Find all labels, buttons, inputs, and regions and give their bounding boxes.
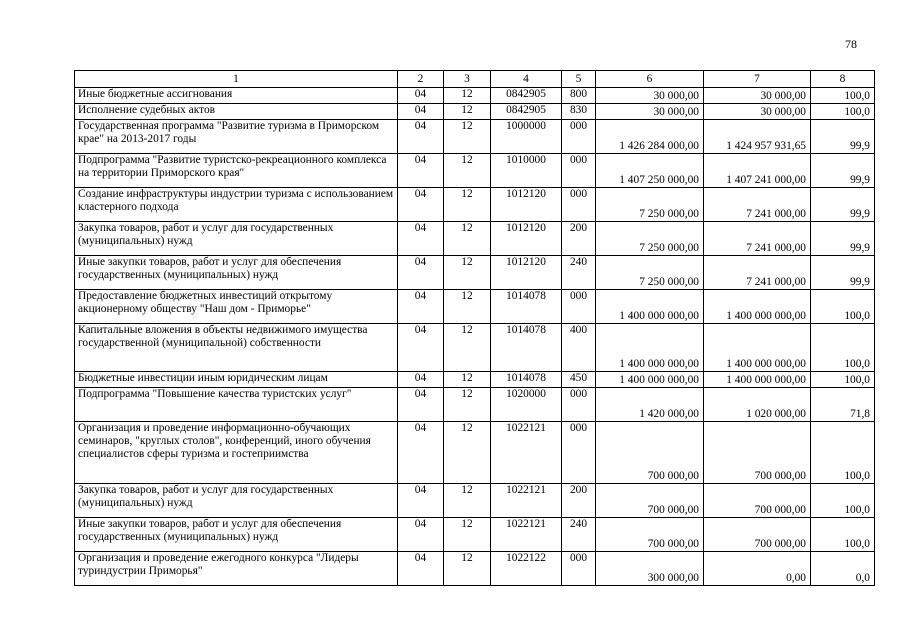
row-percent-cell: 100,0 xyxy=(811,290,875,324)
row-percent-cell: 99,9 xyxy=(811,188,875,222)
row-expense-type-cell: 200 xyxy=(562,222,596,256)
table-row xyxy=(75,290,875,324)
row-target-code-cell: 1012120 xyxy=(491,222,562,256)
row-target-code-cell: 1022121 xyxy=(491,518,562,552)
row-name-cell: Закупка товаров, работ и услуг для государственных (муниципальных) нужд xyxy=(75,484,398,518)
header-cell-4: 4 xyxy=(491,71,562,88)
row-executed-amount-cell: 700 000,00 xyxy=(704,518,811,552)
row-subsection-cell: 12 xyxy=(444,154,491,188)
header-cell-2: 2 xyxy=(398,71,444,88)
row-name-cell: Капитальные вложения в объекты недвижимого имущества государственной (муниципальной) собственности xyxy=(75,324,398,372)
row-expense-type-cell: 000 xyxy=(562,154,596,188)
row-expense-type-cell: 450 xyxy=(562,372,596,388)
row-subsection-cell: 12 xyxy=(444,104,491,120)
row-percent-cell: 100,0 xyxy=(811,518,875,552)
row-percent-cell: 71,8 xyxy=(811,388,875,422)
table-row xyxy=(75,88,875,104)
row-expense-type-cell: 830 xyxy=(562,104,596,120)
table-row xyxy=(75,518,875,552)
row-target-code-cell: 1014078 xyxy=(491,290,562,324)
row-target-code-cell: 1012120 xyxy=(491,188,562,222)
row-subsection-cell: 12 xyxy=(444,518,491,552)
row-executed-amount-cell: 7 241 000,00 xyxy=(704,188,811,222)
row-planned-amount-cell: 1 420 000,00 xyxy=(596,388,704,422)
row-planned-amount-cell: 300 000,00 xyxy=(596,552,704,586)
row-name-cell: Исполнение судебных актов xyxy=(75,104,398,120)
row-target-code-cell: 0842905 xyxy=(491,104,562,120)
row-section-cell: 04 xyxy=(398,290,444,324)
row-section-cell: 04 xyxy=(398,188,444,222)
row-planned-amount-cell: 7 250 000,00 xyxy=(596,256,704,290)
row-target-code-cell: 1014078 xyxy=(491,324,562,372)
header-cell-6: 6 xyxy=(596,71,704,88)
row-executed-amount-cell: 30 000,00 xyxy=(704,104,811,120)
row-subsection-cell: 12 xyxy=(444,552,491,586)
row-section-cell: 04 xyxy=(398,484,444,518)
row-executed-amount-cell: 1 424 957 931,65 xyxy=(704,120,811,154)
row-name-cell: Предоставление бюджетных инвестиций открытому акционерному обществу "Наш дом - Приморье" xyxy=(75,290,398,324)
row-executed-amount-cell: 7 241 000,00 xyxy=(704,222,811,256)
row-target-code-cell: 1014078 xyxy=(491,372,562,388)
row-target-code-cell: 1022122 xyxy=(491,552,562,586)
table-row xyxy=(75,222,875,256)
table-row xyxy=(75,120,875,154)
row-expense-type-cell: 000 xyxy=(562,422,596,484)
row-executed-amount-cell: 1 020 000,00 xyxy=(704,388,811,422)
table-row xyxy=(75,104,875,120)
row-target-code-cell: 1022121 xyxy=(491,484,562,518)
row-section-cell: 04 xyxy=(398,388,444,422)
row-section-cell: 04 xyxy=(398,104,444,120)
row-target-code-cell: 1022121 xyxy=(491,422,562,484)
table-header-row xyxy=(75,71,875,88)
row-planned-amount-cell: 700 000,00 xyxy=(596,518,704,552)
row-executed-amount-cell: 1 400 000 000,00 xyxy=(704,290,811,324)
table-row xyxy=(75,552,875,586)
row-planned-amount-cell: 700 000,00 xyxy=(596,422,704,484)
header-cell-8: 8 xyxy=(811,71,875,88)
row-section-cell: 04 xyxy=(398,154,444,188)
row-planned-amount-cell: 1 407 250 000,00 xyxy=(596,154,704,188)
table-row xyxy=(75,154,875,188)
row-percent-cell: 100,0 xyxy=(811,104,875,120)
row-subsection-cell: 12 xyxy=(444,188,491,222)
row-subsection-cell: 12 xyxy=(444,372,491,388)
row-executed-amount-cell: 1 400 000 000,00 xyxy=(704,324,811,372)
row-subsection-cell: 12 xyxy=(444,256,491,290)
table-row xyxy=(75,324,875,372)
row-executed-amount-cell: 0,00 xyxy=(704,552,811,586)
row-subsection-cell: 12 xyxy=(444,222,491,256)
row-name-cell: Бюджетные инвестиции иным юридическим лицам xyxy=(75,372,398,388)
row-target-code-cell: 1010000 xyxy=(491,154,562,188)
row-section-cell: 04 xyxy=(398,222,444,256)
row-expense-type-cell: 400 xyxy=(562,324,596,372)
row-section-cell: 04 xyxy=(398,422,444,484)
row-section-cell: 04 xyxy=(398,552,444,586)
row-section-cell: 04 xyxy=(398,372,444,388)
row-percent-cell: 99,9 xyxy=(811,256,875,290)
row-section-cell: 04 xyxy=(398,324,444,372)
row-name-cell: Организация и проведение информационно-обучающих семинаров, "круглых столов", конференций, иного обучения специалистов сферы туризма и гостеприимства xyxy=(75,422,398,484)
row-target-code-cell: 1012120 xyxy=(491,256,562,290)
table-row xyxy=(75,372,875,388)
row-planned-amount-cell: 30 000,00 xyxy=(596,104,704,120)
row-executed-amount-cell: 7 241 000,00 xyxy=(704,256,811,290)
row-subsection-cell: 12 xyxy=(444,324,491,372)
header-cell-3: 3 xyxy=(444,71,491,88)
row-target-code-cell: 0842905 xyxy=(491,88,562,104)
page-number: 78 xyxy=(845,37,857,51)
row-planned-amount-cell: 30 000,00 xyxy=(596,88,704,104)
row-target-code-cell: 1020000 xyxy=(491,388,562,422)
row-expense-type-cell: 000 xyxy=(562,388,596,422)
row-subsection-cell: 12 xyxy=(444,388,491,422)
row-planned-amount-cell: 700 000,00 xyxy=(596,484,704,518)
row-name-cell: Подпрограмма "Повышение качества туристских услуг" xyxy=(75,388,398,422)
row-subsection-cell: 12 xyxy=(444,422,491,484)
row-executed-amount-cell: 700 000,00 xyxy=(704,422,811,484)
row-planned-amount-cell: 7 250 000,00 xyxy=(596,222,704,256)
row-percent-cell: 100,0 xyxy=(811,324,875,372)
row-name-cell: Подпрограмма "Развитие туристско-рекреационного комплекса на территории Приморского края" xyxy=(75,154,398,188)
row-percent-cell: 100,0 xyxy=(811,422,875,484)
row-name-cell: Организация и проведение ежегодного конкурса "Лидеры туриндустрии Приморья" xyxy=(75,552,398,586)
row-expense-type-cell: 000 xyxy=(562,552,596,586)
row-planned-amount-cell: 1 400 000 000,00 xyxy=(596,324,704,372)
row-expense-type-cell: 000 xyxy=(562,120,596,154)
row-planned-amount-cell: 7 250 000,00 xyxy=(596,188,704,222)
row-planned-amount-cell: 1 426 284 000,00 xyxy=(596,120,704,154)
row-percent-cell: 99,9 xyxy=(811,120,875,154)
row-expense-type-cell: 800 xyxy=(562,88,596,104)
row-name-cell: Государственная программа "Развитие туризма в Приморском крае" на 2013-2017 годы xyxy=(75,120,398,154)
row-expense-type-cell: 240 xyxy=(562,518,596,552)
header-cell-7: 7 xyxy=(704,71,811,88)
row-name-cell: Создание инфраструктуры индустрии туризма с использованием кластерного подхода xyxy=(75,188,398,222)
row-name-cell: Иные закупки товаров, работ и услуг для обеспечения государственных (муниципальных) нужд xyxy=(75,256,398,290)
table-row xyxy=(75,188,875,222)
row-percent-cell: 99,9 xyxy=(811,154,875,188)
row-percent-cell: 100,0 xyxy=(811,372,875,388)
row-expense-type-cell: 240 xyxy=(562,256,596,290)
row-expense-type-cell: 000 xyxy=(562,188,596,222)
table-row xyxy=(75,422,875,484)
row-subsection-cell: 12 xyxy=(444,484,491,518)
row-planned-amount-cell: 1 400 000 000,00 xyxy=(596,372,704,388)
row-percent-cell: 100,0 xyxy=(811,88,875,104)
row-name-cell: Иные бюджетные ассигнования xyxy=(75,88,398,104)
row-planned-amount-cell: 1 400 000 000,00 xyxy=(596,290,704,324)
table-row xyxy=(75,388,875,422)
row-expense-type-cell: 200 xyxy=(562,484,596,518)
table-row xyxy=(75,256,875,290)
budget-table xyxy=(74,70,875,586)
header-cell-5: 5 xyxy=(562,71,596,88)
row-section-cell: 04 xyxy=(398,120,444,154)
row-section-cell: 04 xyxy=(398,518,444,552)
row-executed-amount-cell: 1 407 241 000,00 xyxy=(704,154,811,188)
table-row xyxy=(75,484,875,518)
row-name-cell: Иные закупки товаров, работ и услуг для обеспечения государственных (муниципальных) нужд xyxy=(75,518,398,552)
header-cell-1: 1 xyxy=(75,71,398,88)
row-section-cell: 04 xyxy=(398,88,444,104)
row-executed-amount-cell: 1 400 000 000,00 xyxy=(704,372,811,388)
row-subsection-cell: 12 xyxy=(444,290,491,324)
row-expense-type-cell: 000 xyxy=(562,290,596,324)
row-executed-amount-cell: 30 000,00 xyxy=(704,88,811,104)
row-percent-cell: 99,9 xyxy=(811,222,875,256)
row-percent-cell: 100,0 xyxy=(811,484,875,518)
row-name-cell: Закупка товаров, работ и услуг для государственных (муниципальных) нужд xyxy=(75,222,398,256)
row-subsection-cell: 12 xyxy=(444,120,491,154)
row-section-cell: 04 xyxy=(398,256,444,290)
row-executed-amount-cell: 700 000,00 xyxy=(704,484,811,518)
row-percent-cell: 0,0 xyxy=(811,552,875,586)
row-target-code-cell: 1000000 xyxy=(491,120,562,154)
row-subsection-cell: 12 xyxy=(444,88,491,104)
